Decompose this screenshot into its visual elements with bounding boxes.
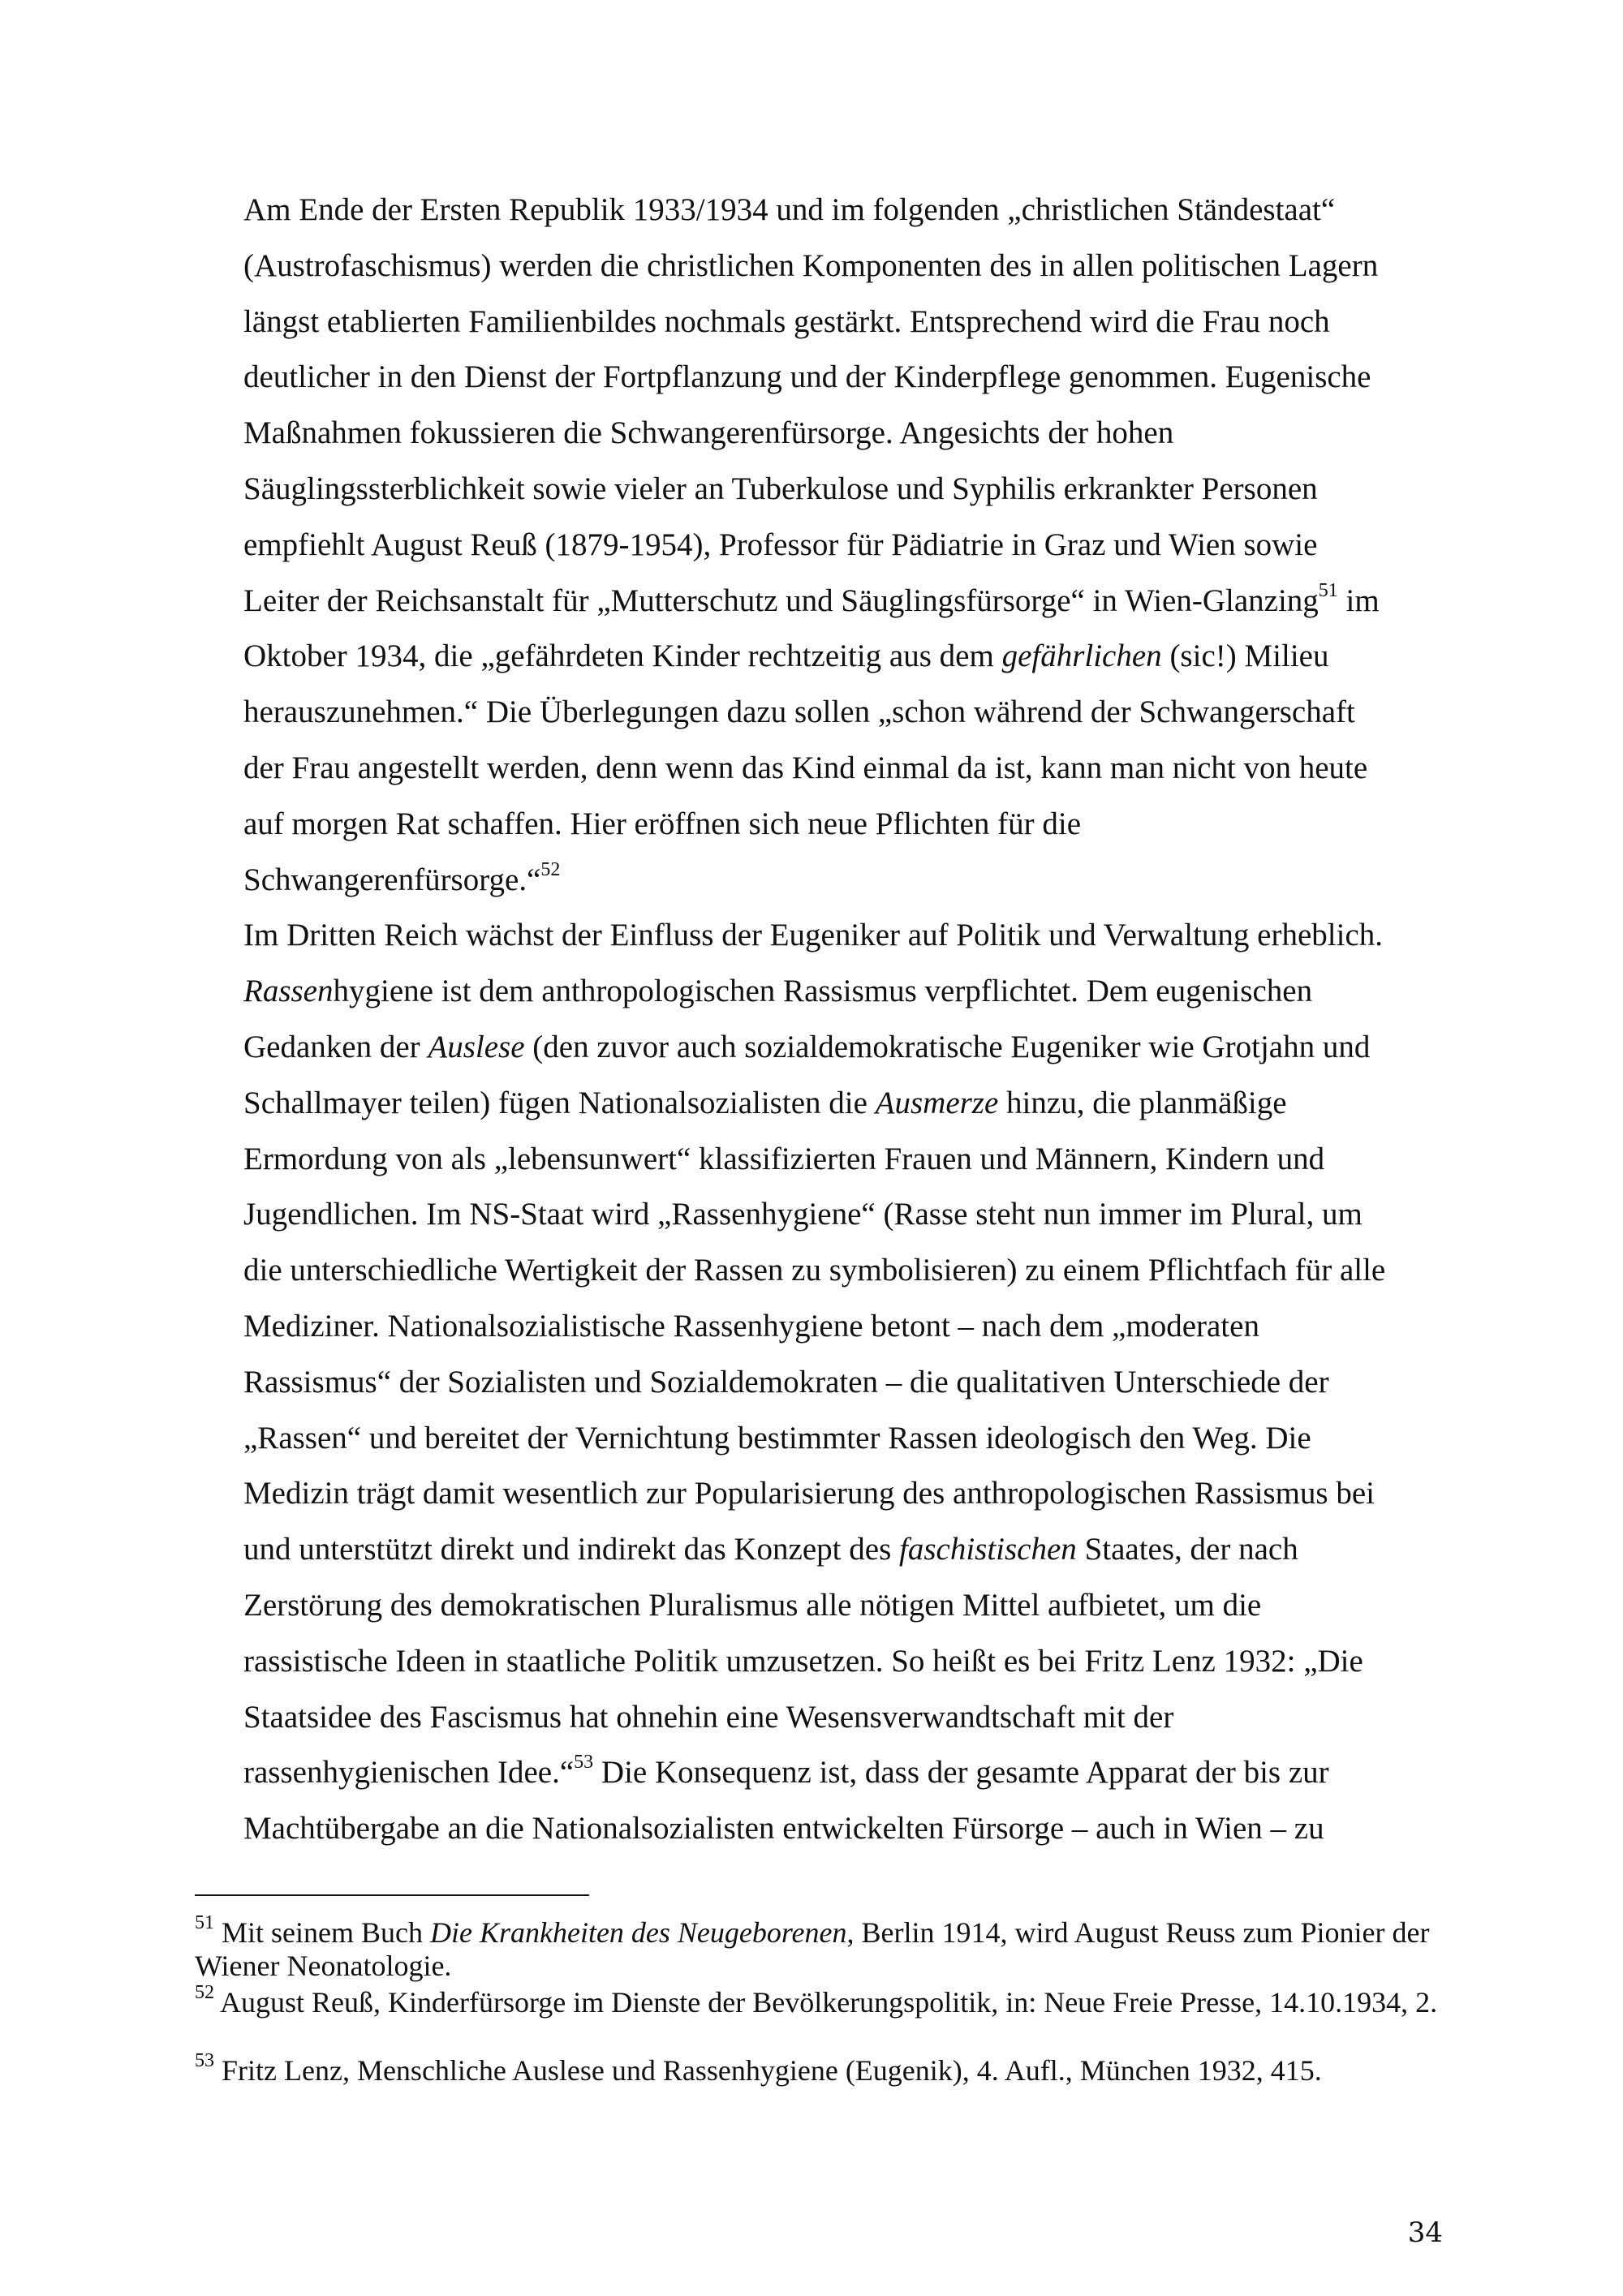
text-line	[243, 804, 1081, 845]
text-run: Säuglingssterblichkeit sowie vieler an Tuberkulose und Syphilis erkrankter Personen	[243, 471, 1318, 506]
text-line	[243, 190, 1335, 230]
text-line	[243, 469, 1318, 510]
text-line	[243, 1250, 1385, 1291]
text-run: Jugendlichen. Im NS-Staat wird „Rassenhygiene“ (Rasse steht nun immer im Plural, um	[243, 1197, 1363, 1232]
text-line	[243, 860, 560, 901]
footnote	[195, 1912, 1444, 1983]
text-line	[243, 1083, 1287, 1124]
text-run: Maßnahmen fokussieren die Schwangerenfürsorge. Angesichts der hohen	[243, 415, 1174, 451]
text-run: Ermordung von als „lebensunwert“ klassifizierten Frauen und Männern, Kindern und	[243, 1141, 1325, 1176]
text-line	[243, 1027, 1370, 1068]
footnote	[195, 2050, 1444, 2087]
text-line	[243, 302, 1330, 342]
text-line	[243, 748, 1367, 789]
text-run: „Rassen“ und bereitet der Vernichtung bestimmter Rassen ideologisch den Weg. Die	[243, 1420, 1311, 1455]
text-run: rassenhygienischen Idee.“	[243, 1755, 575, 1791]
text-run: Zerstörung des demokratischen Pluralismus alle nötigen Mittel aufbietet, um die	[243, 1588, 1262, 1623]
footnote-ref: 53	[195, 2050, 214, 2071]
text-run: Schwangerenfürsorge.“	[243, 862, 541, 897]
text-run: längst etablierten Familienbildes nochmals gestärkt. Entsprechend wird die Frau noch	[243, 303, 1330, 339]
italic-text: Auslese	[428, 1030, 525, 1064]
text-line	[243, 1529, 1298, 1570]
text-run: Oktober 1934, die „gefährdeten Kinder rechtzeitig aus dem	[243, 638, 1002, 674]
text-run: die unterschiedliche Wertigkeit der Rassen zu symbolisieren) zu einem Pflichtfach für alle	[243, 1253, 1386, 1288]
text-run: Im Dritten Reich wächst der Einfluss der Eugeniker auf Politik und Verwaltung erheblich.	[243, 918, 1383, 953]
text-run: Leiter der Reichsanstalt für „Mutterschutz und Säuglingsfürsorge“ in Wien-Glanzing	[243, 583, 1319, 618]
text-line	[243, 357, 1371, 398]
text-run: Am Ende der Ersten Republik 1933/1934 und im folgenden „christlichen Ständestaat“	[243, 192, 1336, 227]
italic-text: Die Krankheiten des Neugeborenen	[429, 1916, 847, 1949]
text-run: Mit seinem Buch	[214, 1916, 430, 1949]
text-run: hygiene ist dem anthropologischen Rassismus verpflichtet. Dem eugenischen	[333, 974, 1313, 1009]
text-line	[243, 1362, 1329, 1403]
text-run: (den zuvor auch sozialdemokratische Eugeniker wie Grotjahn und	[524, 1030, 1371, 1064]
text-run: Fritz Lenz, Menschliche Auslese und Rassenhygiene (Eugenik), 4. Aufl., München 1932, 415.	[214, 2054, 1322, 2087]
text-run: Medizin trägt damit wesentlich zur Popularisierung des anthropologischen Rassismus bei	[243, 1476, 1375, 1511]
text-run: und unterstützt direkt und indirekt das Konzept des	[243, 1532, 899, 1567]
text-line	[243, 1585, 1261, 1626]
text-line	[243, 1641, 1363, 1682]
text-run: Mediziner. Nationalsozialistische Rassenhygiene betont – nach dem „moderaten	[243, 1309, 1259, 1344]
footnote-separator	[195, 1894, 589, 1896]
text-run: (Austrofaschismus) werden die christlichen Komponenten des in allen politischen Lagern	[243, 247, 1379, 283]
footnote-ref: 51	[195, 1912, 214, 1933]
text-line	[243, 1752, 1329, 1793]
text-run: Gedanken der	[243, 1030, 428, 1064]
footnote-ref: 52	[540, 858, 561, 880]
text-line	[243, 915, 1383, 956]
text-line	[243, 1194, 1363, 1235]
text-line	[243, 1306, 1259, 1347]
text-run: auf morgen Rat schaffen. Hier eröffnen sich neue Pflichten für die	[243, 806, 1082, 841]
text-line	[243, 413, 1173, 454]
italic-text: faschistischen	[899, 1532, 1077, 1567]
text-run: rassistische Ideen in staatliche Politik umzusetzen. So heißt es bei Fritz Lenz 1932: „Die	[243, 1643, 1363, 1679]
text-run: Schallmayer teilen) fügen Nationalsozialisten die	[243, 1085, 876, 1120]
text-run: im	[1337, 583, 1380, 618]
text-run: Staates, der nach	[1076, 1532, 1298, 1567]
italic-text: gefährlichen	[1001, 638, 1162, 674]
text-run: Die Konsequenz ist, dass der gesamte Apparat der bis zur	[593, 1755, 1329, 1791]
text-run: Staatsidee des Fascismus hat ohnehin eine Wesensverwandtschaft mit der	[243, 1699, 1174, 1735]
text-run: hinzu, die planmäßige	[998, 1085, 1287, 1120]
text-run: der Frau angestellt werden, denn wenn das Kind einmal da ist, kann man nicht von heute	[243, 750, 1368, 785]
italic-text: Rassen	[243, 974, 334, 1009]
footnote-ref: 52	[195, 1982, 214, 2003]
text-line	[243, 1473, 1375, 1514]
text-run: Rassismus“ der Sozialisten und Sozialdemokraten – die qualitativen Unterschiede der	[243, 1364, 1329, 1400]
text-run: Machtübergabe an die Nationalsozialisten entwickelten Fürsorge – auch in Wien – zu	[243, 1811, 1324, 1847]
page-number: 34	[1407, 2216, 1443, 2249]
text-line	[243, 1697, 1173, 1738]
text-run: empfiehlt August Reuß (1879-1954), Professor für Pädiatrie in Graz und Wien sowie	[243, 527, 1318, 562]
text-line	[243, 636, 1328, 677]
text-run: August Reuß, Kinderfürsorge im Dienste der Bevölkerungspolitik, in: Neue Freie Presse, 14.10.1934, 2.	[214, 1986, 1438, 2019]
text-line	[243, 1139, 1324, 1180]
text-line	[243, 1808, 1324, 1849]
text-run: , Berlin 1914, wird August Reuss zum Pionier der Wiener Neonatologie.	[195, 1916, 1430, 1982]
text-line	[243, 246, 1378, 286]
footnote-ref: 51	[1318, 579, 1338, 601]
text-line	[243, 1418, 1311, 1459]
text-run: deutlicher in den Dienst der Fortpflanzung und der Kinderpflege genommen. Eugenische	[243, 359, 1371, 395]
italic-text: Ausmerze	[875, 1085, 999, 1120]
text-line	[243, 971, 1312, 1012]
text-run: herauszunehmen.“ Die Überlegungen dazu sollen „schon während der Schwangerschaft	[243, 694, 1355, 730]
text-line	[243, 692, 1355, 733]
footnote	[195, 1982, 1444, 2019]
text-line	[243, 525, 1317, 565]
text-line	[243, 581, 1380, 621]
text-run: (sic!) Milieu	[1161, 638, 1329, 674]
footnote-ref: 53	[574, 1752, 594, 1774]
